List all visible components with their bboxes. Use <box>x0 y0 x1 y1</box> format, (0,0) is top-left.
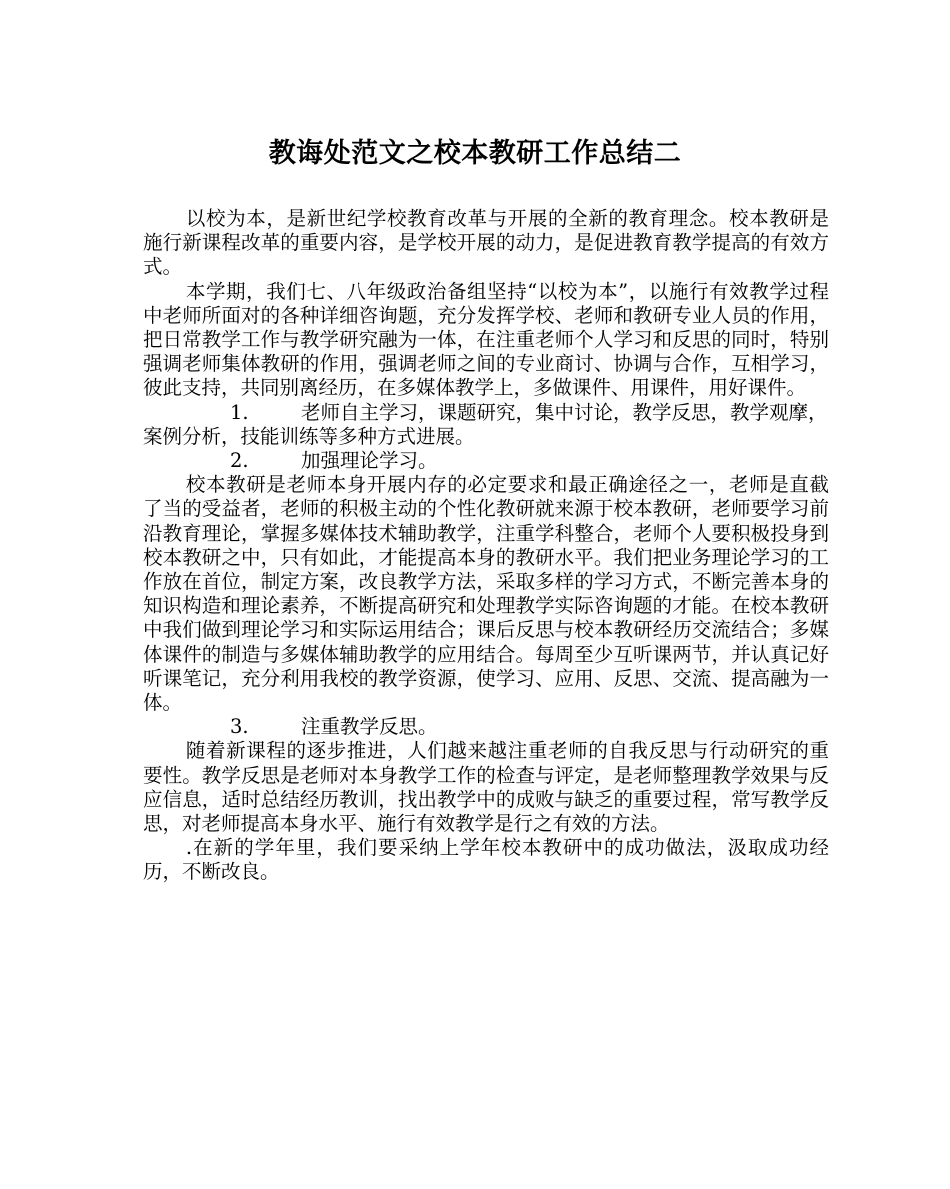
document-body <box>143 207 829 885</box>
paragraph-conclusion: .在新的学年里，我们要采纳上学年校本教研中的成功做法，汲取成功经历，不断改良。 <box>143 836 829 884</box>
paragraph-intro: 以校为本，是新世纪学校教育改革与开展的全新的教育理念。校本教研是施行新课程改革的重要内容，是学校开展的动力，是促进教育教学提高的有效方式。 <box>143 207 829 279</box>
list-item-2-text: 加强理论学习。 <box>301 449 438 473</box>
list-item-3 <box>143 715 829 739</box>
list-item-1-text: 老师自主学习，课题研究，集中讨论，教学反思，教学观摩，案例分析，技能训练等多种方式进展。 <box>143 400 828 448</box>
paragraph-reflection: 随着新课程的逐步推进，人们越来越注重老师的自我反思与行动研究的重要性。教学反思是老师对本身教学工作的检查与评定，是老师整理教学效果与反应信息，适时总结经历教训，找出教学中的成败与缺乏的重要过程，常写教学反思，对老师提高本身水平、施行有效教学是行之有效的方法。 <box>143 739 829 836</box>
list-item-3-text: 注重教学反思。 <box>301 715 438 739</box>
paragraph-theory: 校本教研是老师本身开展内存的必定要求和最正确途径之一，老师是直截了当的受益者，老师的积极主动的个性化教研就来源于校本教研，老师要学习前沿教育理论，掌握多媒体技术辅助教学，注重学科整合，老师个人要积极投身到校本教研之中，只有如此，才能提高本身的教研水平。我们把业务理论学习的工作放在首位，制定方案，改良教学方法，采取多样的学习方式，不断完善本身的知识构造和理论素养，不断提高研究和处理教学实际咨询题的才能。在校本教研中我们做到理论学习和实际运用结合；课后反思与校本教研经历交流结合；多媒体课件的制造与多媒体辅助教学的应用结合。每周至少互听课两节，并认真记好听课笔记，充分利用我校的教学资源，使学习、应用、反思、交流、提高融为一体。 <box>143 473 829 715</box>
list-item-3-number: 3. <box>230 715 249 739</box>
list-item-2-number: 2. <box>230 449 249 473</box>
document-title: 教诲处范文之校本教研工作总结二 <box>268 138 682 169</box>
paragraph-semester: 本学期，我们七、八年级政治备组坚持“以校为本”，以施行有效教学过程中老师所面对的各种详细咨询题，充分发挥学校、老师和教研专业人员的作用，把日常教学工作与教学研究融为一体，在注重老师个人学习和反思的同时，特别强调老师集体教研的作用，强调老师之间的专业商讨、协调与合作，互相学习，彼此支持，共同别离经历，在多媒体教学上，多做课件、用课件，用好课件。 <box>143 279 829 400</box>
list-item-1-number: 1. <box>230 400 249 424</box>
list-item-2 <box>143 449 829 473</box>
list-item-1 <box>143 401 829 449</box>
